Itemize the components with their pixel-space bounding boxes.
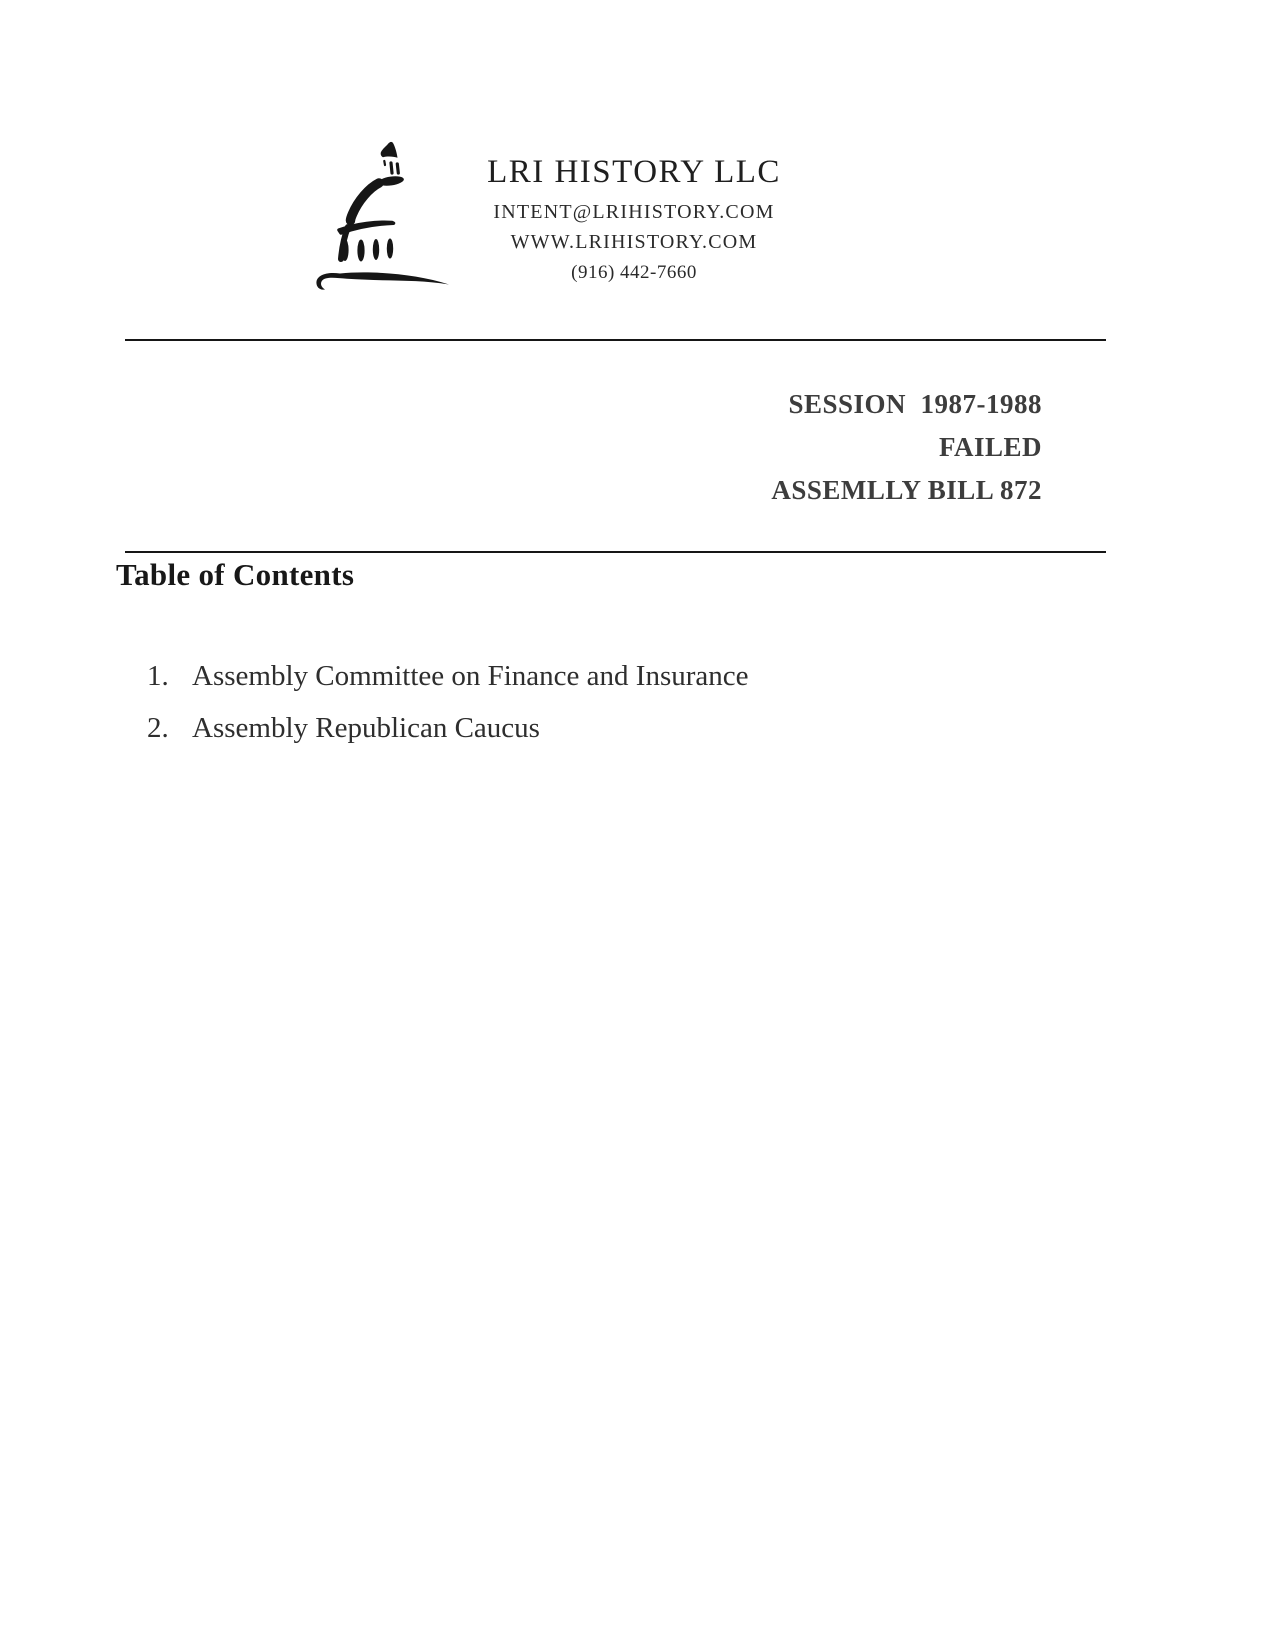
- toc-item-number: 2.: [147, 712, 169, 744]
- status-label: FAILED: [938, 432, 1042, 462]
- toc-title: Table of Contents: [116, 557, 355, 592]
- toc-item: [147, 712, 749, 744]
- toc-list: [147, 660, 749, 744]
- letterhead: [448, 152, 820, 284]
- company-name: LRI HISTORY LLC: [487, 154, 781, 190]
- session-block: [771, 383, 1042, 512]
- toc-item-label: Assembly Republican Caucus: [192, 712, 540, 744]
- toc-item: [147, 660, 749, 692]
- bill-label: ASSEMLLY BILL 872: [771, 475, 1042, 505]
- toc-item-number: 1.: [147, 660, 169, 692]
- session-label: SESSION 1987-1988: [788, 389, 1042, 419]
- company-phone: (916) 442-7660: [571, 262, 697, 283]
- toc-item-label: Assembly Committee on Finance and Insurance: [192, 660, 749, 692]
- company-email: INTENT@LRIHISTORY.COM: [493, 201, 775, 223]
- divider-line-bottom: [125, 551, 1106, 553]
- company-website: WWW.LRIHISTORY.COM: [510, 231, 758, 253]
- capitol-dome-logo: [295, 130, 465, 305]
- divider-line-top: [125, 339, 1106, 341]
